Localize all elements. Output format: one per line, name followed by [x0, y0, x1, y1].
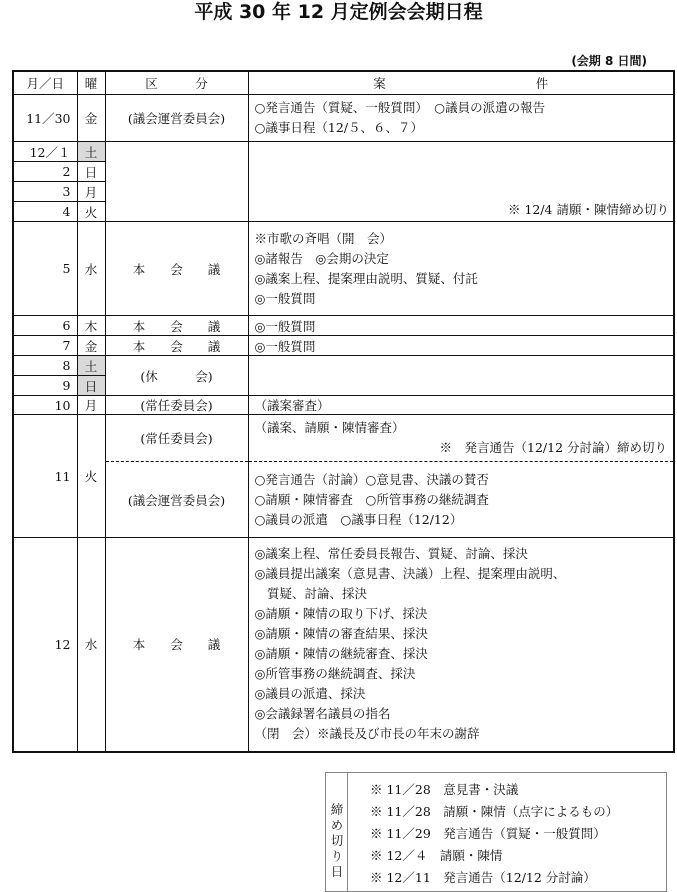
date-cell: 9 [13, 376, 77, 396]
list-item: ※ 12／４ 請願・陳情 [370, 848, 503, 863]
list-item: ※ 11／28 意見書・決議 [370, 782, 519, 797]
division-cell: (常任委員会) [105, 415, 248, 462]
item-line: ◎会議録署名議員の指名 [254, 706, 391, 722]
table-row [13, 396, 674, 415]
division-cell: 本 会 議 [105, 538, 248, 752]
table-row [13, 538, 674, 752]
table-row [13, 142, 674, 162]
item-line: ○発言通告（質疑、一般質問） ○議員の派遣の報告 [254, 100, 546, 115]
item-line: ◎一般質問 [254, 290, 316, 306]
item-line: （議案、請願・陳情審査） [254, 420, 405, 435]
schedule-table [12, 70, 675, 753]
item-line: ◎議案上程、提案理由説明、質疑、付託 [254, 270, 478, 286]
header-item: 案 件 [248, 71, 674, 95]
item-line: ◎請願・陳情の審査結果、採決 [254, 626, 428, 642]
day-cell: 水 [77, 222, 105, 316]
day-cell: 土 [77, 356, 105, 376]
deadline-list [326, 773, 666, 889]
table-row [13, 415, 674, 462]
date-cell: 11 [13, 415, 77, 538]
deadline-note: ※ 12/4 請願・陳情締め切り [507, 202, 669, 217]
list-item: ※ 11／29 発言通告（質疑・一般質問） [370, 826, 606, 841]
division-cell: (議会運営委員会) [105, 95, 248, 142]
division-cell [105, 142, 248, 222]
day-cell: 火 [77, 202, 105, 222]
deadline-label: 締め切り日 [326, 773, 348, 891]
day-cell: 金 [77, 336, 105, 356]
item-line: ※ 発言通告（12/12 分討論）締め切り [439, 440, 667, 455]
date-cell: 11／30 [13, 95, 77, 142]
day-cell: 月 [77, 182, 105, 202]
item-cell [248, 222, 674, 316]
header-date: 月／日 [13, 71, 77, 95]
date-cell: 7 [13, 336, 77, 356]
date-cell: 2 [13, 162, 77, 182]
deadline-box [325, 772, 667, 892]
division-cell: 本 会 議 [105, 316, 248, 336]
session-length: (会期 8 日間) [571, 54, 647, 68]
division-cell: (議会運営委員会) [105, 462, 248, 538]
item-cell: ◎一般質問 [248, 316, 674, 336]
item-cell [248, 142, 674, 222]
list-item: ※ 12／11 発言通告（12/12 分討論） [370, 870, 596, 885]
day-cell: 火 [77, 415, 105, 538]
day-cell: 木 [77, 316, 105, 336]
table-row [13, 356, 674, 376]
item-cell [248, 356, 674, 396]
item-line: ◎議案上程、常任委員長報告、質疑、討論、採決 [254, 546, 528, 562]
day-cell: 月 [77, 396, 105, 415]
date-cell: 12 [13, 538, 77, 752]
item-line: 質疑、討論、採決 [254, 586, 368, 602]
header-day: 曜 [77, 71, 105, 95]
item-cell: （議案審査） [248, 396, 674, 415]
table-row [13, 222, 674, 316]
item-cell [248, 95, 674, 142]
division-cell: (常任委員会) [105, 396, 248, 415]
item-line: ◎議員の派遣、採決 [254, 686, 366, 702]
item-cell [248, 462, 674, 538]
list-item: ※ 11／28 請願・陳情（点字によるもの） [370, 804, 619, 819]
page-title: 平成 30 年 12 月定例会会期日程 [194, 1, 483, 23]
header-division: 区 分 [105, 71, 248, 95]
day-cell: 日 [77, 376, 105, 396]
header-row [13, 71, 674, 95]
item-line: ○議事日程（12/５、６、７） [254, 120, 424, 135]
item-line: ◎諸報告 ◎会期の決定 [254, 250, 389, 266]
item-line: ※市歌の斉唱（開 会） [254, 230, 393, 246]
item-line: ○請願・陳情審査 ○所管事務の継続調査 [254, 491, 489, 507]
item-cell [248, 538, 674, 752]
item-line: ◎所管事務の継続調査、採決 [254, 666, 416, 682]
day-cell: 金 [77, 95, 105, 142]
item-line: ○発言通告（討論）○意見書、決議の賛否 [254, 471, 489, 487]
day-cell: 水 [77, 538, 105, 752]
item-line: ◎議員提出議案（意見書、決議）上程、提案理由説明、 [254, 566, 566, 582]
table-row [13, 462, 674, 538]
date-cell: 10 [13, 396, 77, 415]
item-line: ○議員の派遣 ○議事日程（12/12） [254, 511, 463, 527]
item-line: ◎請願・陳情の継続審査、採決 [254, 646, 428, 662]
day-cell: 土 [77, 142, 105, 162]
item-line: ◎請願・陳情の取り下げ、採決 [254, 606, 428, 622]
division-cell: 本 会 議 [105, 336, 248, 356]
division-cell: 本 会 議 [105, 222, 248, 316]
division-cell: (休 会) [105, 356, 248, 396]
date-cell: 6 [13, 316, 77, 336]
item-cell [248, 415, 674, 462]
date-cell: 8 [13, 356, 77, 376]
date-cell: 5 [13, 222, 77, 316]
item-cell: ◎一般質問 [248, 336, 674, 356]
table-row [13, 336, 674, 356]
date-cell: 12／１ [13, 142, 77, 162]
item-line: （閉 会）※議長及び市長の年末の謝辞 [254, 726, 480, 742]
table-row [13, 316, 674, 336]
table-row [13, 95, 674, 142]
date-cell: 4 [13, 202, 77, 222]
day-cell: 日 [77, 162, 105, 182]
date-cell: 3 [13, 182, 77, 202]
